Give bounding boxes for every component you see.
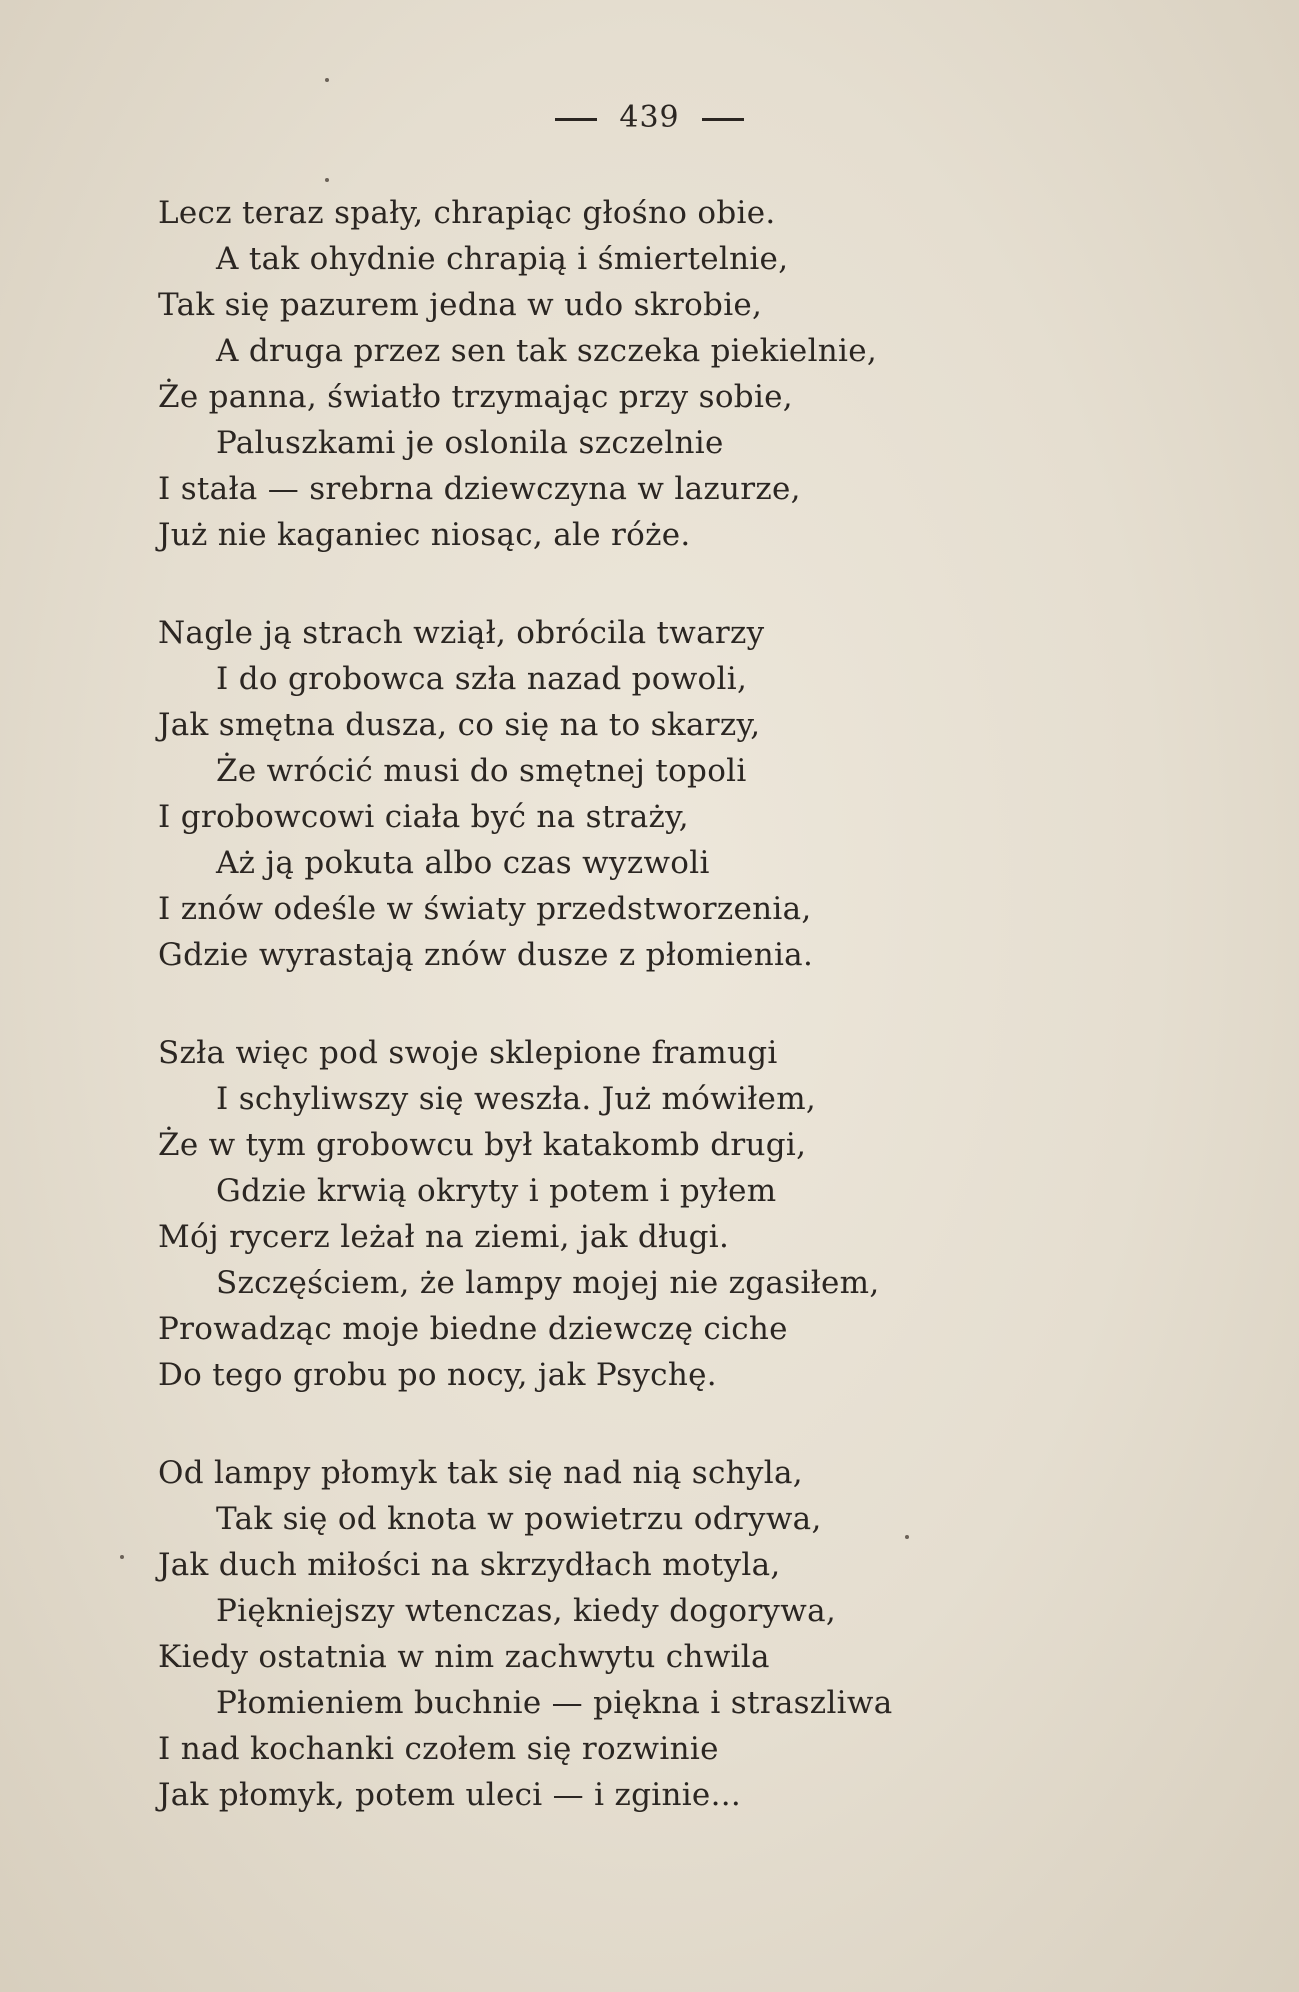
poem-line: Tak się pazurem jedna w udo skrobie, — [158, 287, 763, 323]
stanza — [158, 610, 1208, 978]
page-number: 439 — [619, 100, 680, 135]
stanza — [158, 1030, 1208, 1398]
poem-line: Od lampy płomyk tak się nad nią schyla, — [158, 1455, 803, 1491]
poem-line: Do tego grobu po nocy, jak Psychę. — [158, 1357, 717, 1393]
paper-speck — [905, 1535, 909, 1539]
poem-line: A druga przez sen tak szczeka piekielnie, — [216, 333, 878, 369]
poem-line: Lecz teraz spały, chrapiąc głośno obie. — [158, 195, 776, 231]
poem-line: Szła więc pod swoje sklepione framugi — [158, 1035, 778, 1071]
poem-line: I do grobowca szła nazad powoli, — [216, 661, 748, 697]
poem-line: Gdzie krwią okryty i potem i pyłem — [216, 1173, 777, 1209]
poem-line: Że wrócić musi do smętnej topoli — [216, 753, 747, 789]
poem-line: Już nie kaganiec niosąc, ale róże. — [158, 517, 691, 553]
poem-line: Jak duch miłości na skrzydłach motyla, — [158, 1547, 781, 1583]
poem-line: Kiedy ostatnia w nim zachwytu chwila — [158, 1639, 770, 1675]
poem-line: A tak ohydnie chrapią i śmiertelnie, — [216, 241, 789, 277]
poem-line: Aż ją pokuta albo czas wyzwoli — [216, 845, 710, 881]
poem-line: Że panna, światło trzymając przy sobie, — [158, 379, 793, 415]
poem-line: Mój rycerz leżał na ziemi, jak długi. — [158, 1219, 730, 1255]
poem-line: I nad kochanki czołem się rozwinie — [158, 1731, 719, 1767]
poem-line: Gdzie wyrastają znów dusze z płomienia. — [158, 937, 814, 973]
poem-line: Płomieniem buchnie — piękna i straszliwa — [216, 1685, 893, 1721]
poem-line: I stała — srebrna dziewczyna w lazurze, — [158, 471, 801, 507]
poem-line: Nagle ją strach wziął, obrócila twarzy — [158, 615, 765, 651]
poem-line: I grobowcowi ciała być na straży, — [158, 799, 689, 835]
poem-line: I schyliwszy się weszła. Już mówiłem, — [216, 1081, 817, 1117]
poem-line: Tak się od knota w powietrzu odrywa, — [216, 1501, 822, 1537]
poem-line: Paluszkami je oslonila szczelnie — [216, 425, 724, 461]
paper-speck — [325, 178, 329, 182]
poem-line: Szczęściem, że lampy mojej nie zgasiłem, — [216, 1265, 880, 1301]
paper-speck — [120, 1555, 124, 1559]
left-dash — [555, 118, 597, 121]
poem-line: Jak płomyk, potem uleci — i zginie... — [158, 1777, 742, 1813]
poem-line: Prowadząc moje biedne dziewczę ciche — [158, 1311, 788, 1347]
stanza — [158, 190, 1208, 558]
poem-line: Że w tym grobowcu był katakomb drugi, — [158, 1127, 807, 1163]
paper-speck — [325, 78, 329, 82]
poem-line: I znów odeśle w światy przedstworzenia, — [158, 891, 812, 927]
stanza — [158, 1450, 1208, 1818]
poem-line: Jak smętna dusza, co się na to skarzy, — [158, 707, 761, 743]
poem-line: Piękniejszy wtenczas, kiedy dogorywa, — [216, 1593, 837, 1629]
page-number-header — [0, 100, 1299, 135]
poem-body — [158, 190, 1208, 1870]
right-dash — [702, 118, 744, 121]
